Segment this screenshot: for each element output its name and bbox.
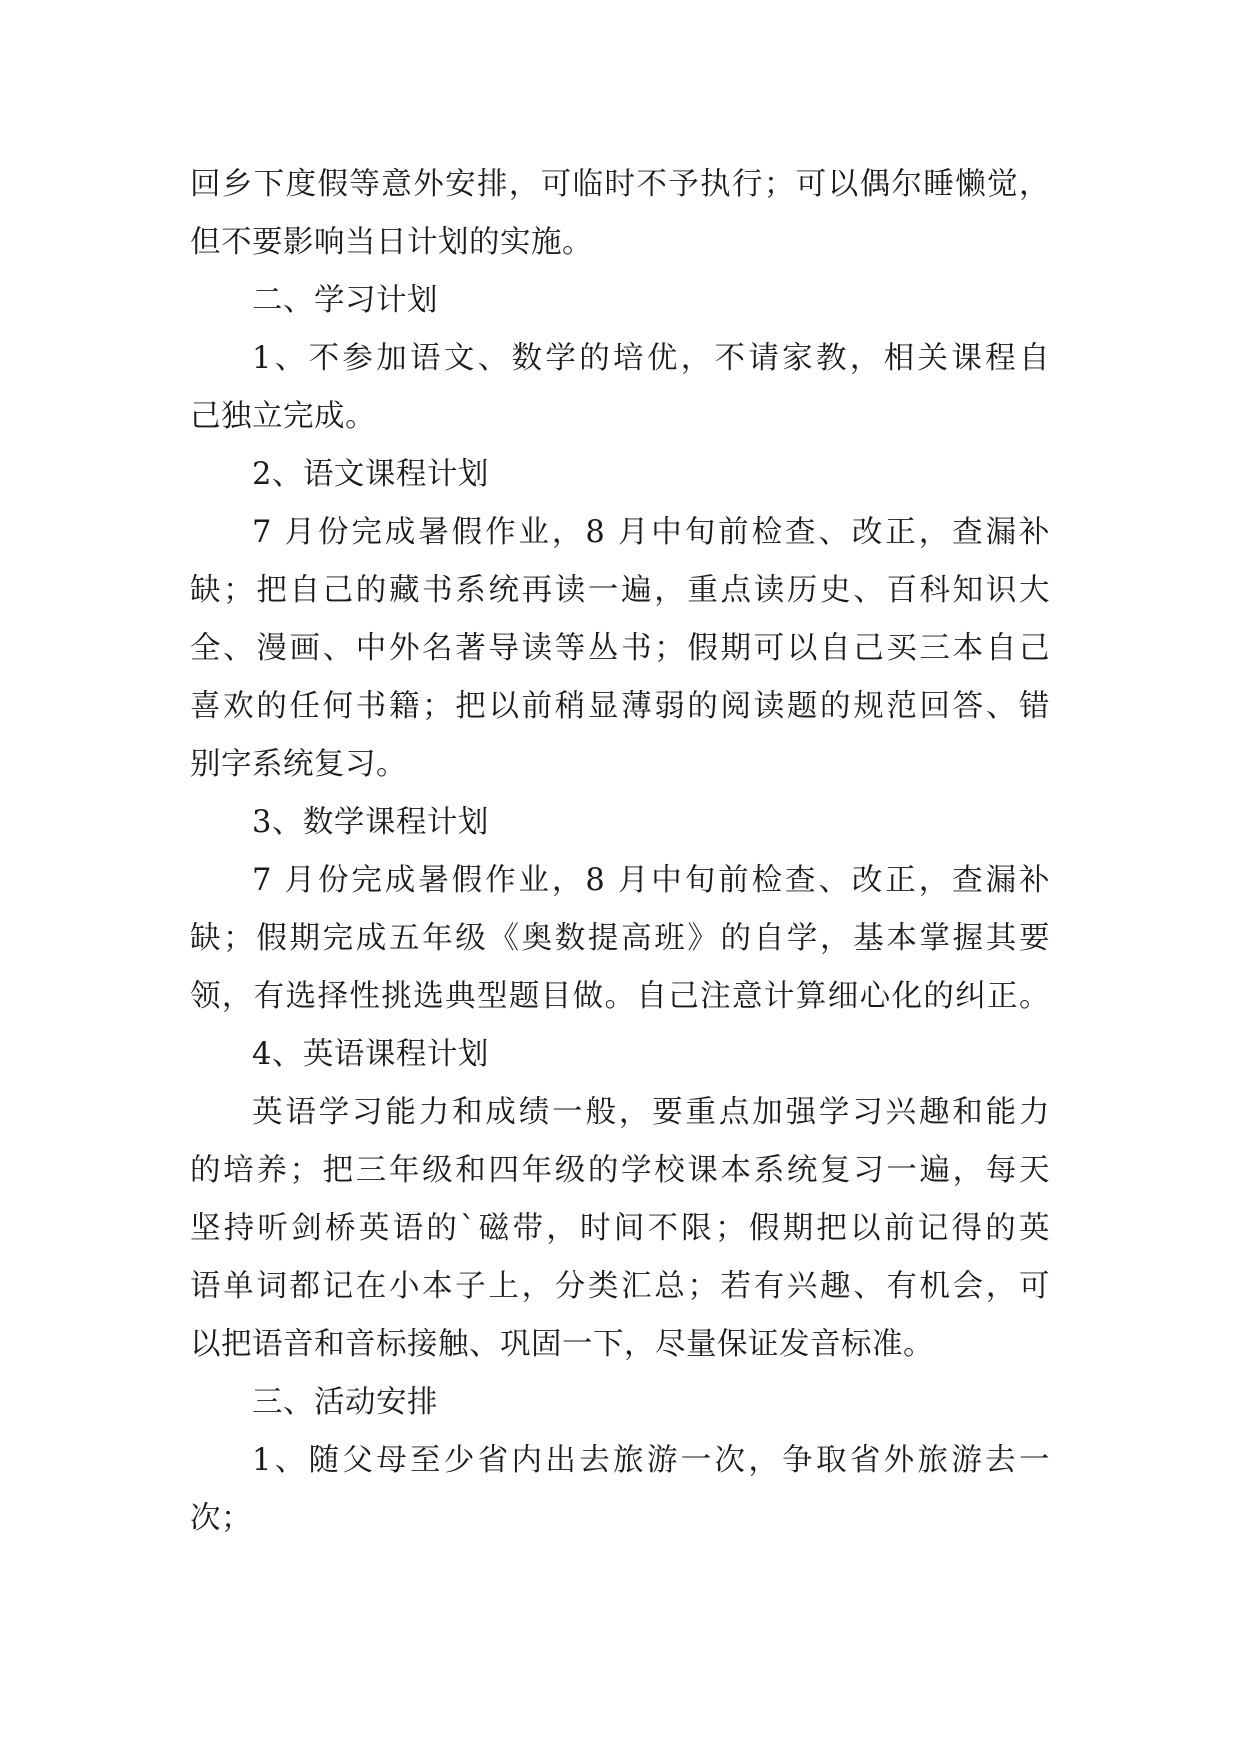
body-text-line: 缺；把自己的藏书系统再读一遍，重点读历史、百科知识大 — [190, 573, 1050, 608]
section-heading: 二、学习计划 — [252, 283, 438, 318]
body-text-line: 语单词都记在小本子上，分类汇总；若有兴趣、有机会，可 — [190, 1269, 1050, 1304]
body-text-line: 己独立完成。 — [190, 399, 376, 434]
body-text-line: 缺；假期完成五年级《奥数提高班》的自学，基本掌握其要 — [190, 921, 1050, 956]
body-text-line: 7 月份完成暑假作业，8 月中旬前检查、改正，查漏补 — [252, 515, 1050, 550]
document-page — [190, 156, 1050, 1548]
body-text-line: 英语学习能力和成绩一般，要重点加强学习兴趣和能力 — [252, 1095, 1050, 1130]
subsection-heading: 4、英语课程计划 — [252, 1037, 489, 1072]
body-text-line: 以把语音和音标接触、巩固一下，尽量保证发音标准。 — [190, 1327, 934, 1362]
body-text-line: 7 月份完成暑假作业，8 月中旬前检查、改正，查漏补 — [252, 863, 1050, 898]
body-text-line: 喜欢的任何书籍；把以前稍显薄弱的阅读题的规范回答、错 — [190, 689, 1050, 724]
body-text-line: 全、漫画、中外名著导读等丛书；假期可以自己买三本自己 — [190, 631, 1050, 666]
body-text-line: 坚持听剑桥英语的`磁带，时间不限；假期把以前记得的英 — [190, 1211, 1050, 1246]
subsection-heading: 2、语文课程计划 — [252, 457, 489, 492]
body-text-line: 1、随父母至少省内出去旅游一次，争取省外旅游去一 — [252, 1443, 1050, 1478]
body-text-line: 领，有选择性挑选典型题目做。自己注意计算细心化的纠正。 — [190, 979, 1050, 1014]
section-heading: 三、活动安排 — [252, 1385, 438, 1420]
subsection-heading: 3、数学课程计划 — [252, 805, 489, 840]
body-text-line: 的培养；把三年级和四年级的学校课本系统复习一遍，每天 — [190, 1153, 1050, 1188]
body-text-line: 1、不参加语文、数学的培优，不请家教，相关课程自 — [252, 341, 1050, 376]
body-text-line: 别字系统复习。 — [190, 747, 407, 782]
body-text-line: 回乡下度假等意外安排，可临时不予执行；可以偶尔睡懒觉， — [190, 167, 1050, 202]
body-text-line: 次； — [190, 1501, 252, 1536]
body-text-line: 但不要影响当日计划的实施。 — [190, 225, 593, 260]
